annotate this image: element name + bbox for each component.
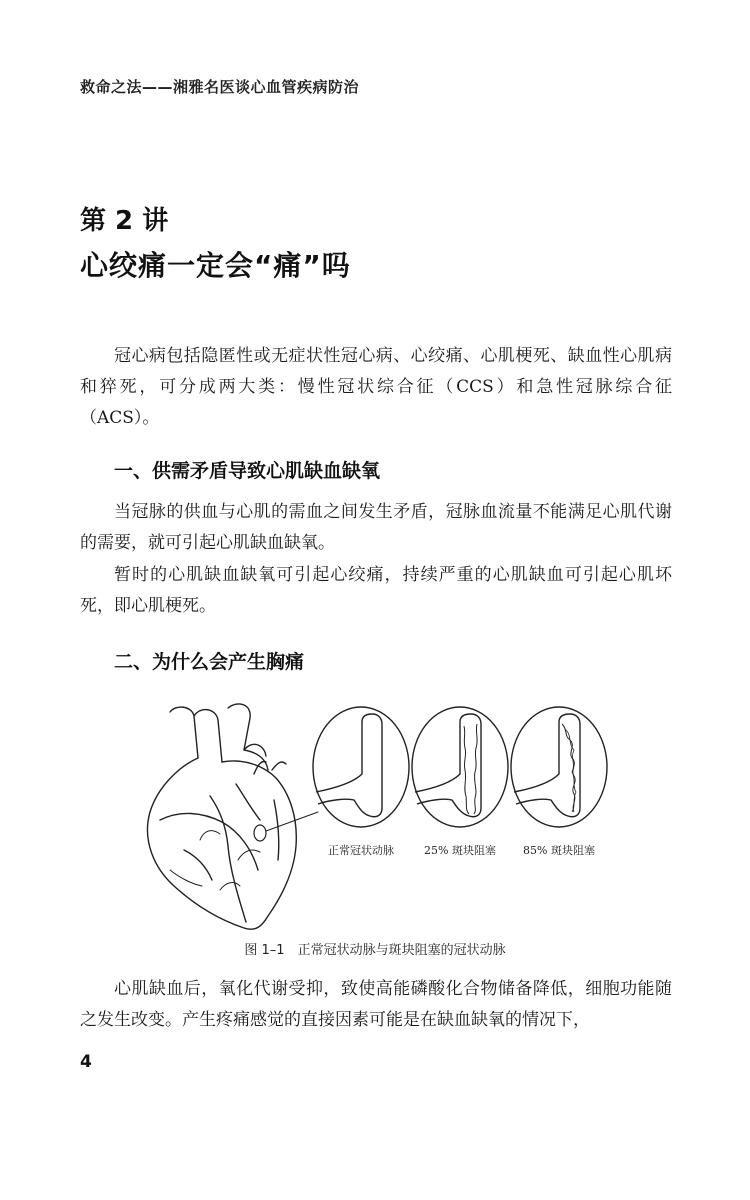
- figure-heart-arteries: [140, 700, 620, 940]
- label-normal-artery: 正常冠状动脉: [328, 844, 394, 857]
- heart-artery-illustration: [140, 700, 620, 940]
- section-heading-2: 二、为什么会产生胸痛: [114, 651, 305, 673]
- lecture-number: 第 2 讲: [80, 206, 169, 236]
- lecture-title: 心绞痛一定会“痛”吗: [80, 249, 351, 282]
- page-number: 4: [80, 1052, 92, 1072]
- label-25-percent: 25% 斑块阻塞: [424, 844, 496, 857]
- body-paragraph-after-figure: 心肌缺血后，氧化代谢受抑，致使高能磷酸化合物储备降低，细胞功能随之发生改变。产生疼痛感觉的直接因素可能是在缺血缺氧的情况下，: [80, 979, 672, 1030]
- intro-paragraph: 冠心病包括隐匿性或无症状性冠心病、心绞痛、心肌梗死、缺血性心肌病和猝死，可分成两大类：慢性冠状综合征（CCS）和急性冠脉综合征（ACS）。: [80, 346, 672, 428]
- artery-normal: [313, 707, 409, 827]
- label-85-percent: 85% 斑块阻塞: [523, 844, 595, 857]
- artery-85-percent-plaque: [511, 707, 607, 827]
- section1-paragraph-2: 暂时的心肌缺血缺氧可引起心绞痛，持续严重的心肌缺血可引起心肌坏死，即心肌梗死。: [80, 565, 672, 616]
- heart-drawing: [147, 704, 318, 929]
- figure-caption: 图 1–1 正常冠状动脉与斑块阻塞的冠状动脉: [244, 943, 506, 958]
- running-header: 救命之法——湘雅名医谈心血管疾病防治: [80, 78, 360, 96]
- section1-paragraph-1: 当冠脉的供血与心肌的需血之间发生矛盾，冠脉血流量不能满足心肌代谢的需要，就可引起心肌缺血缺氧。: [80, 502, 672, 553]
- section-heading-1: 一、供需矛盾导致心肌缺血缺氧: [114, 460, 381, 482]
- artery-25-percent-plaque: [412, 707, 508, 827]
